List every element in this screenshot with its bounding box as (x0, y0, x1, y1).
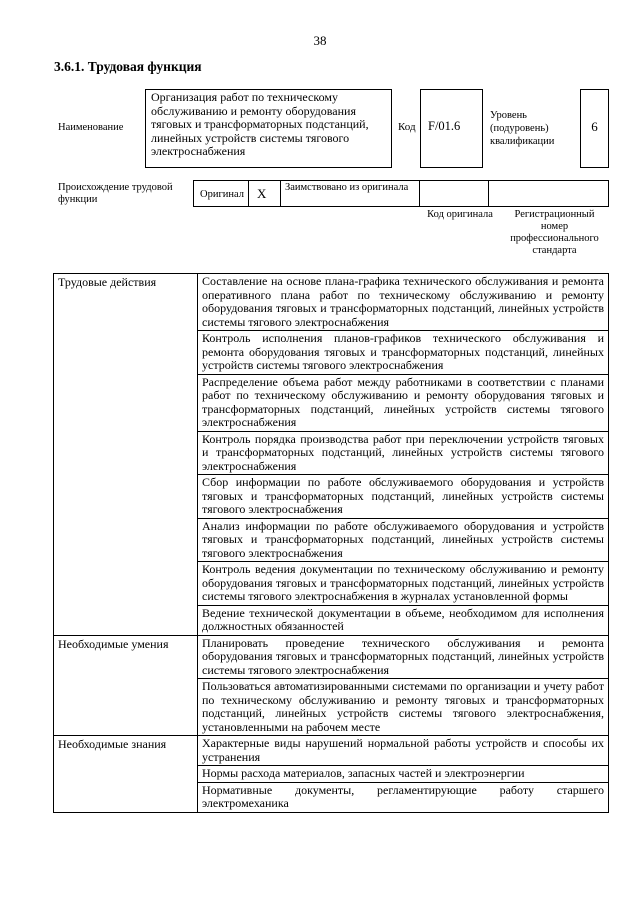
table-row (54, 274, 609, 331)
qualification-level-box: 6 (580, 89, 609, 168)
origin-table (193, 180, 609, 207)
section-category-cell: Необходимые знания (54, 736, 198, 813)
section-item-cell: Анализ информации по работе обслуживаемого оборудования и устройств тяговых и трансформаторных подстанций, линейных устройств системы тягового электроснабжения (198, 518, 609, 562)
section-item-cell: Контроль ведения документации по техническому обслуживанию и ремонту оборудования тяговых и трансформаторных подстанций, линейных устройств системы тягового электроснабжения в журналах установленной формы (198, 562, 609, 606)
section-title: 3.6.1. Трудовая функция (54, 59, 202, 74)
function-details-table (53, 273, 609, 813)
name-label: Наименование (58, 122, 124, 133)
section-item-cell: Ведение технической документации в объеме, необходимом для исполнения должностных обязанностей (198, 605, 609, 635)
origin-original-label: Оригинал (194, 181, 249, 206)
section-category-cell: Необходимые умения (54, 635, 198, 736)
original-code-caption: Код оригинала (427, 209, 493, 220)
table-row (54, 635, 609, 679)
code-label: Код (398, 121, 416, 133)
section-item-cell: Составление на основе плана-графика технического обслуживания и ремонта оперативного плана работ по техническому обслуживанию и ремонту оборудования тяговых и трансформаторных подстанций, линейных устройств системы тягового электроснабжения (198, 274, 609, 331)
origin-code-cell (420, 181, 489, 206)
section-item-cell: Характерные виды нарушений нормальной работы устройств и способы их устранения (198, 736, 609, 766)
page-number: 38 (313, 33, 327, 48)
section-item-cell: Контроль исполнения планов-графиков технического обслуживания и ремонта оборудования тяговых и трансформаторных подстанций, линейных устройств системы тягового электроснабжения (198, 331, 609, 375)
registration-number-caption: Регистрационный номер профессионального стандарта (510, 209, 599, 256)
origin-original-mark: X (249, 181, 281, 206)
section-item-cell: Планировать проведение технического обслуживания и ремонта оборудования тяговых и трансформаторных подстанций, линейных устройств системы тягового электроснабжения (198, 635, 609, 679)
section-category-cell: Трудовые действия (54, 274, 198, 636)
code-value-box: F/01.6 (420, 89, 483, 168)
origin-borrowed-label: Заимствовано из оригинала (281, 181, 420, 206)
origin-reg-cell (489, 181, 608, 206)
function-name-box: Организация работ по техническому обслуживанию и ремонту оборудования тяговых и трансформаторных подстанций, линейных устройств системы тягового электроснабжения (145, 89, 392, 168)
qualification-level-label: Уровень (подуровень) квалификации (490, 110, 555, 147)
origin-label: Происхождение трудовой функции (58, 182, 173, 205)
table-row (54, 736, 609, 766)
section-item-cell: Распределение объема работ между работниками в соответствии с планами работ по техническому обслуживанию и ремонту оборудования тяговых и трансформаторных подстанций, линейных устройств системы тягового электроснабжения (198, 374, 609, 431)
section-item-cell: Нормативные документы, регламентирующие работу старшего электромеханика (198, 782, 609, 812)
section-item-cell: Нормы расхода материалов, запасных частей и электроэнергии (198, 766, 609, 783)
section-item-cell: Сбор информации по работе обслуживаемого оборудования и устройств тяговых и трансформаторных подстанций, линейных устройств системы тягового электроснабжения (198, 475, 609, 519)
section-item-cell: Контроль порядка производства работ при переключении устройств тяговых и трансформаторных подстанций, линейных устройств системы тягового электроснабжения (198, 431, 609, 475)
section-item-cell: Пользоваться автоматизированными системами по организации и учету работ по техническому обслуживанию и ремонту тяговых и трансформаторных подстанций, линейных устройств системы тягового электроснабжения, установленными на рабочем месте (198, 679, 609, 736)
